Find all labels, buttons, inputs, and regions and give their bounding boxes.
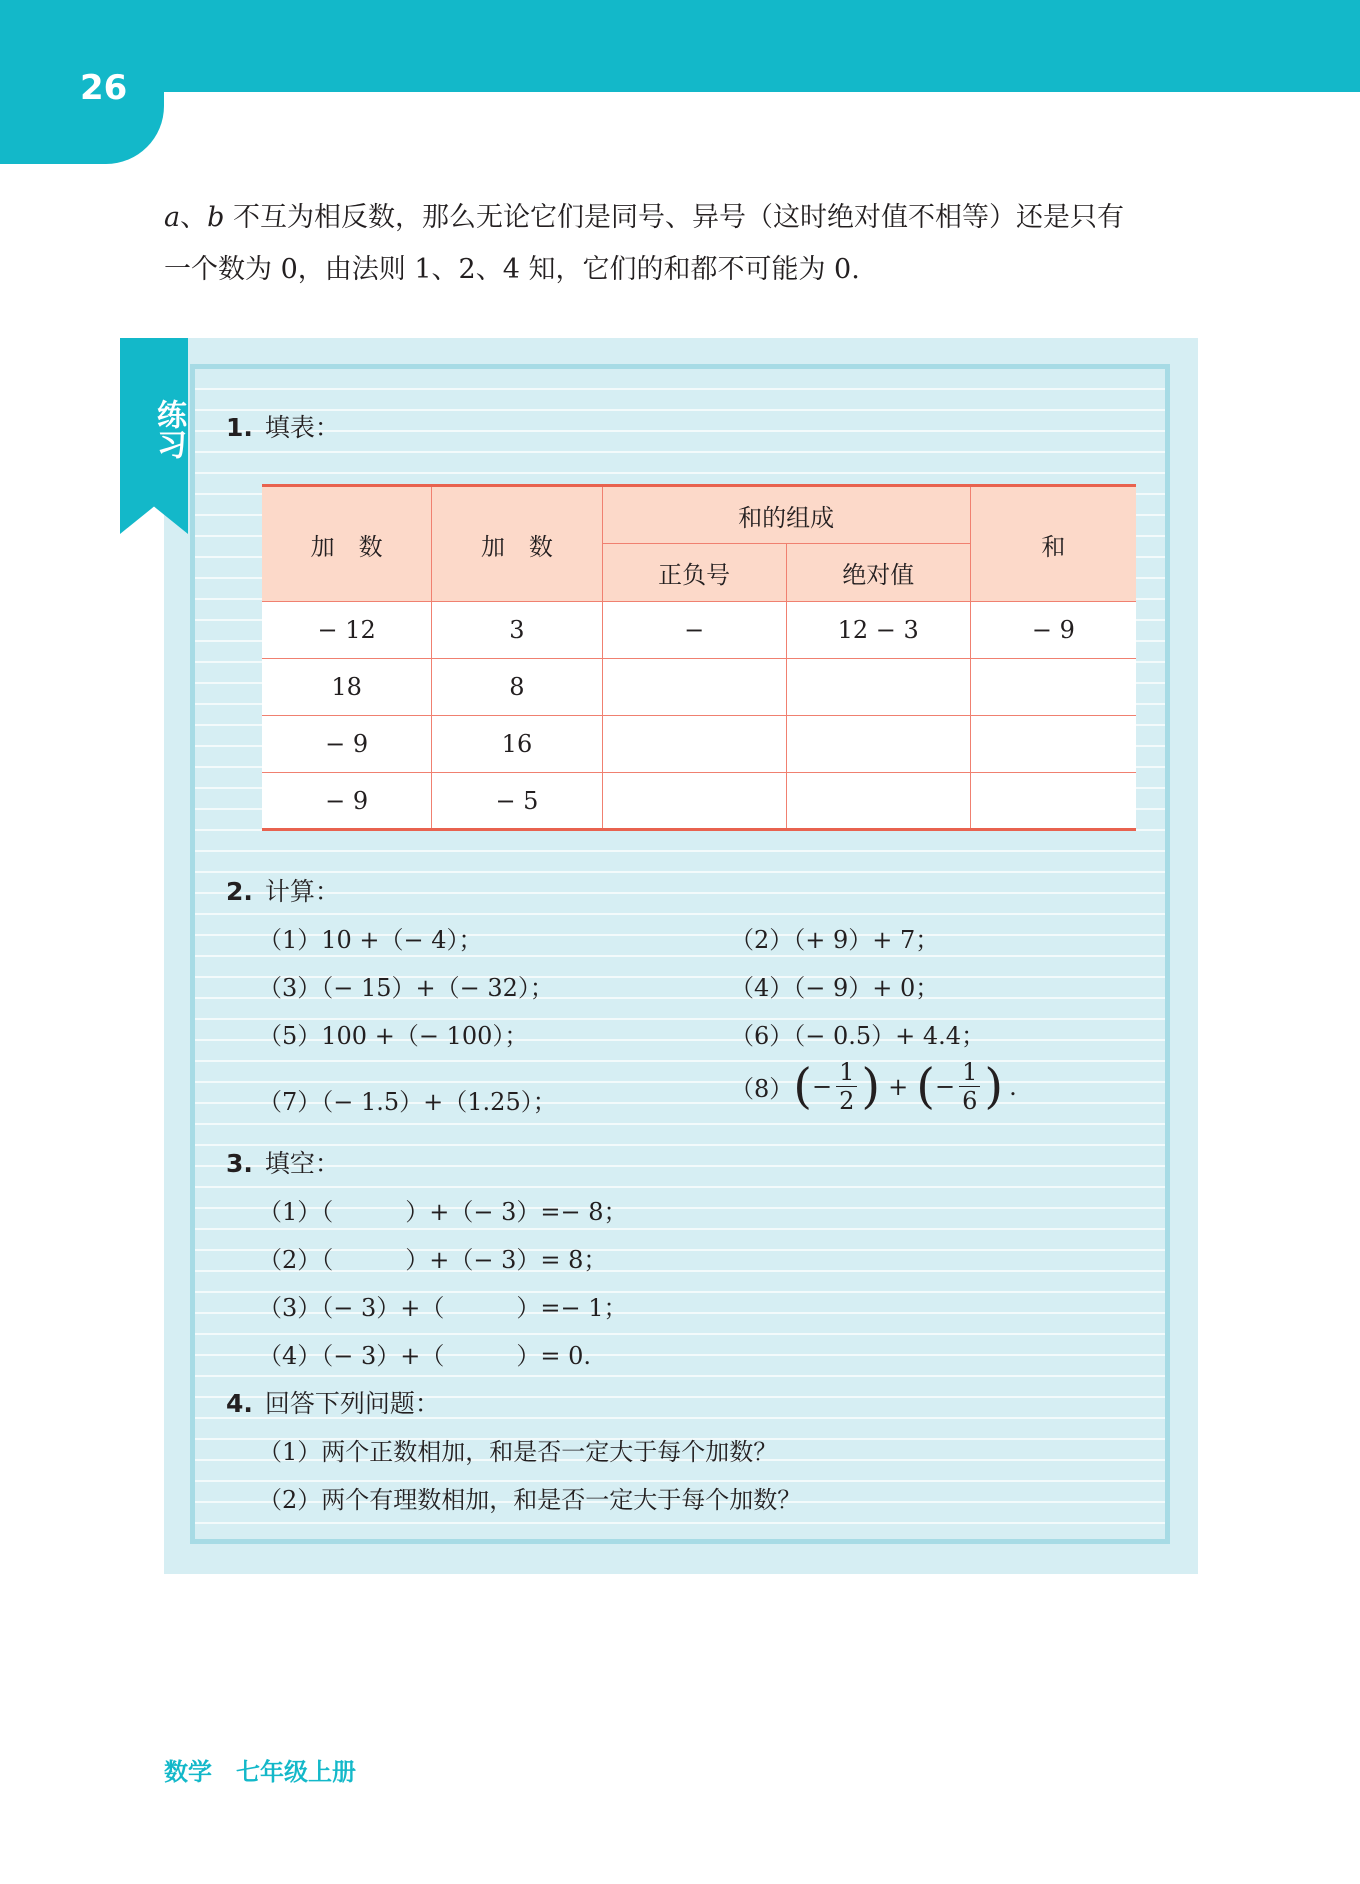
table-cell: [970, 773, 1136, 830]
header-sum: 和: [970, 486, 1136, 602]
var-a: a: [164, 202, 181, 233]
end-period: .: [1009, 1072, 1017, 1101]
header-abs: 绝对值: [786, 544, 970, 602]
fraction-one-sixth: [959, 1058, 980, 1115]
intro-sep: 、: [180, 202, 208, 233]
q3-item-2: （2）（ ）+（− 3）= 8；: [258, 1246, 608, 1274]
question-2-number: 2.: [226, 877, 253, 906]
q2-item-8: [730, 1058, 1017, 1115]
table-cell: − 9: [262, 773, 432, 830]
table-cell: 12 − 3: [786, 602, 970, 659]
fraction-numerator: 1: [836, 1058, 857, 1087]
sum-table: [262, 484, 1136, 831]
question-2-title: [226, 872, 340, 908]
table-cell: − 9: [970, 602, 1136, 659]
question-2-text: 计算：: [264, 877, 340, 906]
q2-item-8-label: （8）: [730, 1075, 794, 1103]
question-3-text: 填空：: [264, 1149, 340, 1178]
header-band: [0, 0, 1360, 92]
left-paren: (: [793, 1058, 813, 1115]
left-paren: (: [916, 1058, 935, 1115]
table-cell: [602, 773, 786, 830]
question-1-text: 填表：: [264, 413, 340, 442]
question-4-text: 回答下列问题：: [264, 1389, 440, 1418]
minus-sign: −: [812, 1072, 833, 1101]
question-3-title: [226, 1144, 340, 1180]
table-cell: 16: [432, 716, 602, 773]
q2-item-7: （7）（− 1.5）+（1.25）；: [258, 1088, 557, 1116]
intro-line-1: [164, 192, 1214, 244]
table-cell: 18: [262, 659, 432, 716]
q3-item-1: （1）（ ）+（− 3）=− 8；: [258, 1198, 628, 1226]
table-row: [262, 716, 1136, 773]
footer: [164, 1752, 356, 1787]
question-1-title: [226, 408, 340, 444]
table-row: [262, 773, 1136, 830]
page-number: 26: [80, 68, 128, 108]
table-cell: − 5: [432, 773, 602, 830]
header-sign: 正负号: [602, 544, 786, 602]
table-cell: [970, 659, 1136, 716]
q4-item-1: （1）两个正数相加，和是否一定大于每个加数？: [258, 1438, 778, 1466]
table-cell: − 9: [262, 716, 432, 773]
fraction-one-half: [836, 1058, 857, 1115]
question-3-number: 3.: [226, 1149, 253, 1178]
fraction-numerator: 1: [959, 1058, 980, 1087]
q3-item-3: （3）（− 3）+（ ）=− 1；: [258, 1294, 628, 1322]
q2-item-4: （4）（− 9）+ 0；: [730, 974, 940, 1002]
footer-grade: 七年级上册: [236, 1758, 356, 1786]
table-cell: [602, 659, 786, 716]
q2-item-5: （5）100 +（− 100）；: [258, 1022, 529, 1050]
table-row: [262, 602, 1136, 659]
right-paren: ): [861, 1058, 881, 1115]
fraction-denominator: 2: [839, 1087, 855, 1115]
question-4-number: 4.: [226, 1389, 253, 1418]
header-addend-2: 加 数: [432, 486, 602, 602]
q2-item-1: （1）10 +（− 4）；: [258, 926, 483, 954]
table-cell: 8: [432, 659, 602, 716]
table-cell: −: [602, 602, 786, 659]
table-cell: 3: [432, 602, 602, 659]
table-row: [262, 659, 1136, 716]
question-4-title: [226, 1384, 440, 1420]
intro-paragraph: [164, 192, 1214, 296]
q2-item-6: （6）（− 0.5）+ 4.4；: [730, 1022, 986, 1050]
header-addend-1: 加 数: [262, 486, 432, 602]
table-cell: [786, 773, 970, 830]
q4-item-2: （2）两个有理数相加，和是否一定大于每个加数？: [258, 1486, 802, 1514]
header-composition: 和的组成: [602, 486, 970, 544]
q2-item-3: （3）（− 15）+（− 32）；: [258, 974, 554, 1002]
right-paren: ): [984, 1058, 1004, 1115]
question-1-number: 1.: [226, 413, 253, 442]
intro-line-1-rest: 不互为相反数，那么无论它们是同号、异号（这时绝对值不相等）还是只有: [224, 202, 1124, 233]
table-cell: [786, 659, 970, 716]
footer-subject: 数学: [164, 1758, 212, 1786]
table-cell: [970, 716, 1136, 773]
var-b: b: [207, 202, 225, 233]
q3-item-4: （4）（− 3）+（ ）= 0.: [258, 1342, 592, 1370]
q2-item-2: （2）（+ 9）+ 7；: [730, 926, 940, 954]
table-cell: [602, 716, 786, 773]
fraction-denominator: 6: [962, 1087, 978, 1115]
plus-sign: +: [888, 1072, 909, 1101]
table-cell: − 12: [262, 602, 432, 659]
intro-line-2: 一个数为 0，由法则 1、2、4 知，它们的和都不可能为 0.: [164, 254, 860, 285]
minus-sign: −: [934, 1072, 956, 1101]
ribbon-label: 练习: [151, 399, 186, 459]
table-cell: [786, 716, 970, 773]
